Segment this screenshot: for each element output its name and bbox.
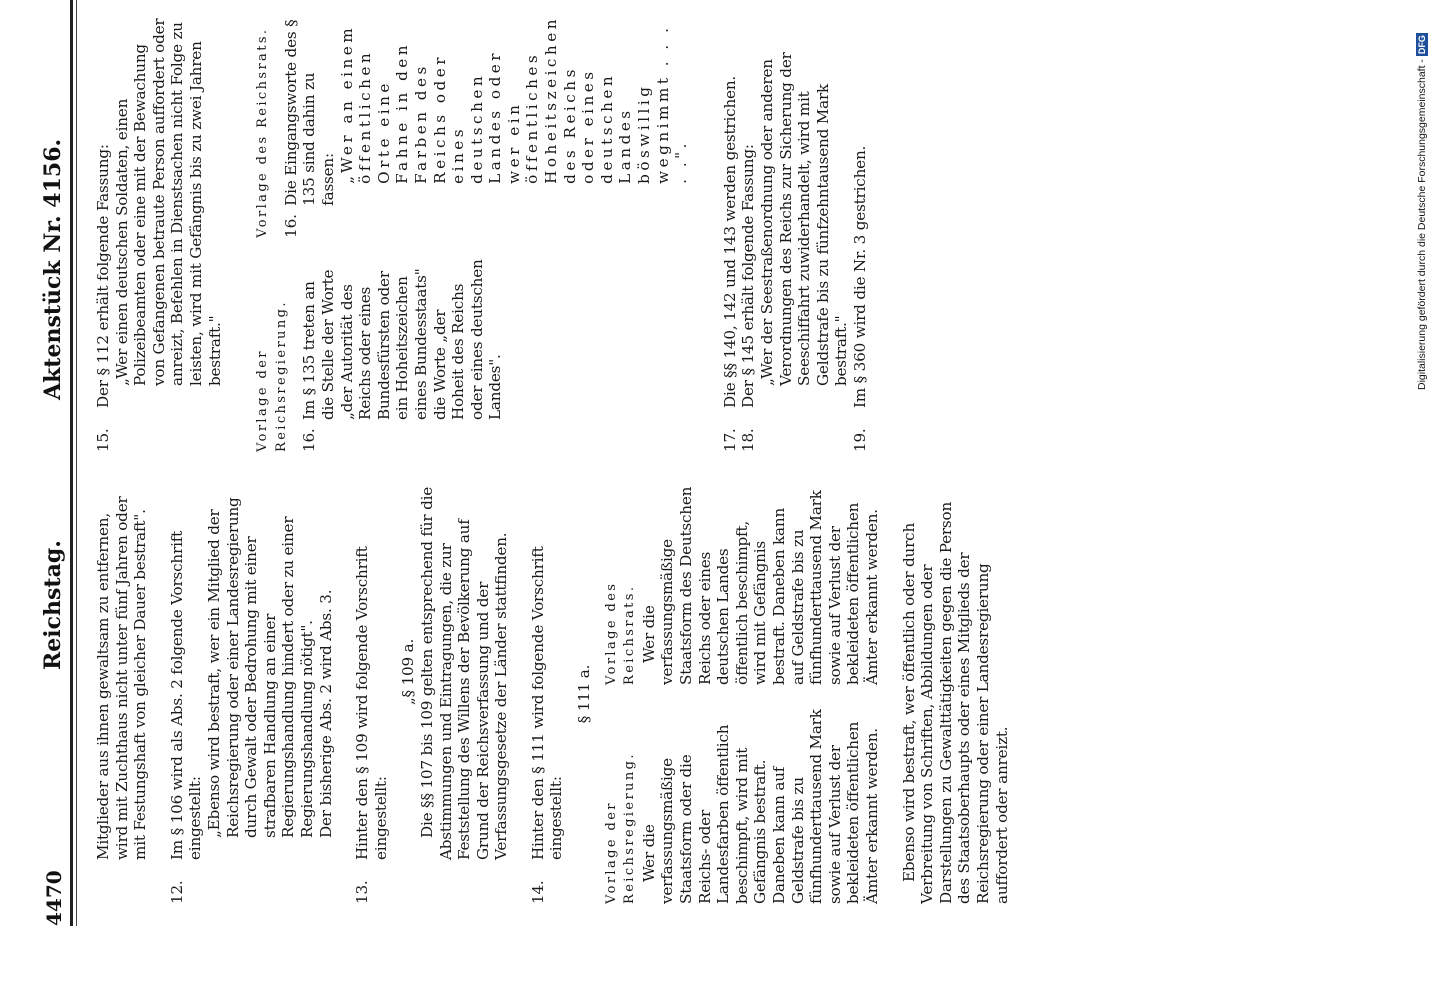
column-right [94,16,870,452]
header-left-title: Reichstag. [40,540,66,670]
item-16-council-text: Die Eingangsworte des § 135 sind dahin zu fassen: [281,19,337,206]
council-draft-135 [254,16,691,238]
item-17-number: 17. [720,428,739,452]
item-16-government-text: Im § 135 treten an die Stelle der Worte „der Autorität des Reichs oder eines Bundesfürsten oder ein Hoheitszeichen eines Bundesstaats" die Worte „der Hoheit des Reichs oder eines deutschen Landes". [300,259,505,420]
credit-text: Digitalisierung gefördert durch die Deutsche Forschungsgemeinschaft - [1416,59,1428,390]
section-111a-heading: § 111 a. [575,664,594,724]
item-18-text: Der § 145 erhält folgende Fassung: [739,144,758,408]
item-15-text: Der § 112 erhält folgende Fassung: [94,144,112,408]
column-left [94,484,1011,904]
item-16-government-number: 16. [300,428,319,452]
item-19 [851,16,870,452]
item-12 [168,484,335,904]
item-17-text: Die §§ 140, 142 und 143 werden gestrichen. [720,75,739,408]
council-draft-label: Vorlage des Reichsrats. [603,581,638,685]
item-16-council-quote: „Wer an einem öffentlichen Orte eine Fahne in den Farben des Reichs oder eines deutschen Landes oder wer ein öffentliches Hoheitszeichen des Reichs oder eines deutschen Landes böswillig wegnimmt . . . . .". [337,16,691,184]
government-draft-label: Vorlage der Reichsregierung. [603,752,638,904]
government-draft-text: Wer die verfassungsmäßige Staatsform oder die Reichs- oder Landesfarben öffentlich beschimpft, wird mit Gefängnis bestraft. Daneben kann auf Geldstrafe bis zu fünfhunderttausend Mark sowie auf Verlust der bekleideten öffentlichen Ämter erkannt werden. [639,709,881,904]
item-18-number: 18. [739,428,758,452]
item-18-quote: „Wer der Seestraßenordnung oder anderen Verordnungen des Reichs zur Sicherung der Seeschiffahrt zuwiderhandelt, wird mit Geldstrafe bis zu fünfzehntausend Mark bestraft." [758,52,851,386]
item-15-number: 15. [94,428,112,452]
ebenso-paragraph: Ebenso wird bestraft, wer öffentlich oder durch Verbreitung von Schriften, Abbildungen oder Darstellungen zu Gewalttätigkeiten gegen die Person des Staatsoberhaupts oder eines Mitglieds der Reichsregierung oder einer Landesregierung auffordert oder anreizt. [899,501,1011,904]
item-14-number: 14. [528,880,547,904]
dfg-logo: DFG [1417,35,1427,55]
item-12-quote: „Ebenso wird bestraft, wer ein Mitglied der Reichsregierung oder einer Landesregierung durch Gewalt oder Bedrohung mit einer strafbaren Handlung an einer Regierungshandlung hindert oder zu einer Regierungshandlung nötigt". [204,497,316,838]
item-19-text: Im § 360 wird die Nr. 3 gestrichen. [850,145,869,408]
comparison-135 [254,16,691,452]
item-19-number: 19. [850,428,869,452]
item-15 [94,16,224,452]
government-draft-label-2: Vorlage der Reichsregierung. [255,300,289,452]
item-17 [721,16,740,452]
digitization-credit [1414,0,1430,390]
government-draft-135 [254,256,691,452]
header-rule-thick [70,0,73,926]
item-13-number: 13. [353,880,372,904]
council-draft-111a [603,484,882,685]
government-draft-111a [603,703,882,904]
intro-paragraph: Mitglieder aus ihnen gewaltsam zu entfernen, wird mit Zuchthaus nicht unter fünf Jahren oder mit Festungshaft von gleicher Dauer bestraft". [94,496,150,860]
comparison-111a [603,484,882,904]
page-number: 4470 [42,870,66,926]
item-18 [739,16,851,452]
section-109a-heading: „§ 109 a. [399,638,418,706]
header-right-title: Aktenstück Nr. 4156. [40,138,66,400]
item-16-council-number: 16. [281,214,300,238]
item-15-quote: „Wer einen deutschen Soldaten, einen Polizeibeamten oder eine mit der Bewachung von Gefangenen betraute Person auffordert oder anreizt, Befehlen in Dienstsachen nicht Folge zu leisten, wird mit Gefängnis bis zu zwei Jahren bestraft." [112,18,224,386]
council-draft-text: Wer die verfassungsmäßige Staatsform des Deutschen Reichs oder eines deutschen Landes öffentlich beschimpft, wird mit Gefängnis bestraft. Daneben kann auf Geldstrafe bis zu fünfhunderttausend Mark sowie auf Verlust der bekleideten öffentlichen Ämter erkannt werden. [639,486,881,685]
item-14-text: Hinter den § 111 wird folgende Vorschrift eingestellt: [528,546,566,860]
item-16-government [300,256,505,452]
council-draft-label-2: Vorlage des Reichsrats. [255,27,271,238]
item-12-number: 12. [167,880,186,904]
item-12-text: Im § 106 wird als Abs. 2 folgende Vorschrift eingestellt: [167,530,205,860]
item-13 [353,484,511,904]
section-109a-text: Die §§ 107 bis 109 gelten entsprechend für die Abstimmungen und Eintragungen, die zur Feststellung des Willens der Bevölkerung auf Grund der Reichsverfassung und der Verfassungsgesetze der Länder stattfinden. [417,486,511,860]
item-14 [529,484,566,904]
item-12-tail: Der bisherige Abs. 2 wird Abs. 3. [316,589,335,838]
header-rule-thin [76,0,77,926]
item-16-council [282,16,691,238]
item-13-text: Hinter den § 109 wird folgende Vorschrift eingestellt: [353,546,390,860]
